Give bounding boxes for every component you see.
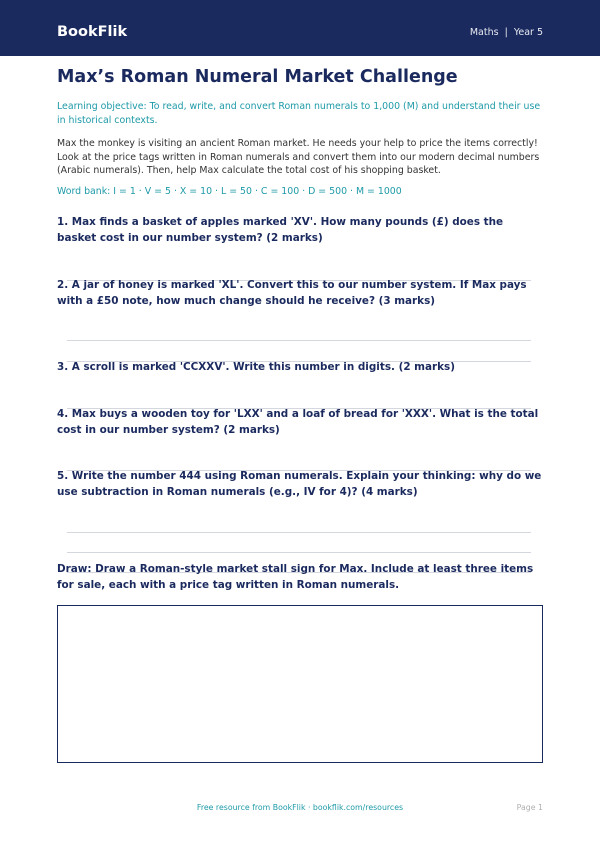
word-bank: Word bank: I = 1 · V = 5 · X = 10 · L = 50 · C = 100 · D = 500 · M = 1000 bbox=[57, 186, 402, 197]
brand-logo: BookFlik bbox=[57, 24, 128, 40]
question-2: 2. A jar of honey is marked 'XL'. Convert this to our number system. If Max pays with a £50 note, how much change should he receive? (3 marks) bbox=[57, 279, 527, 307]
question-4: 4. Max buys a wooden toy for 'LXX' and a loaf of bread for 'XXX'. What is the total cost in our number system? (2 marks) bbox=[57, 408, 539, 436]
draw-task: Draw: Draw a Roman-style market stall sign for Max. Include at least three items for sale, each with a price tag written in Roman numerals. bbox=[57, 563, 534, 591]
page-number: Page 1 bbox=[516, 803, 543, 812]
answer-line bbox=[67, 532, 531, 533]
drawing-box[interactable] bbox=[57, 605, 543, 763]
header-bar bbox=[0, 0, 600, 56]
intro-paragraph: Max the monkey is visiting an ancient Roman market. He needs your help to price the items correctly! Look at the price tags written in Roman numerals and convert them into our modern decimal numbers (Arabic numerals). Then, help Max calculate the total cost of his shopping basket. bbox=[57, 138, 540, 176]
answer-line bbox=[67, 340, 531, 341]
learning-objective: Learning objective: To read, write, and convert Roman numerals to 1,000 (M) and understand their use in historical contexts. bbox=[57, 101, 541, 126]
answer-line bbox=[67, 552, 531, 553]
page-title: Max’s Roman Numeral Market Challenge bbox=[57, 67, 458, 87]
footer-text: Free resource from BookFlik · bookflik.com/resources bbox=[196, 803, 404, 812]
question-3: 3. A scroll is marked 'CCXXV'. Write this number in digits. (2 marks) bbox=[57, 361, 455, 373]
question-5: 5. Write the number 444 using Roman numerals. Explain your thinking: why do we use subtraction in Roman numerals (e.g., IV for 4)? (4 marks) bbox=[57, 470, 542, 498]
subject-year-label: Maths | Year 5 bbox=[469, 27, 543, 38]
question-1: 1. Max finds a basket of apples marked 'XV'. How many pounds (£) does the basket cost in our number system? (2 marks) bbox=[57, 216, 504, 244]
